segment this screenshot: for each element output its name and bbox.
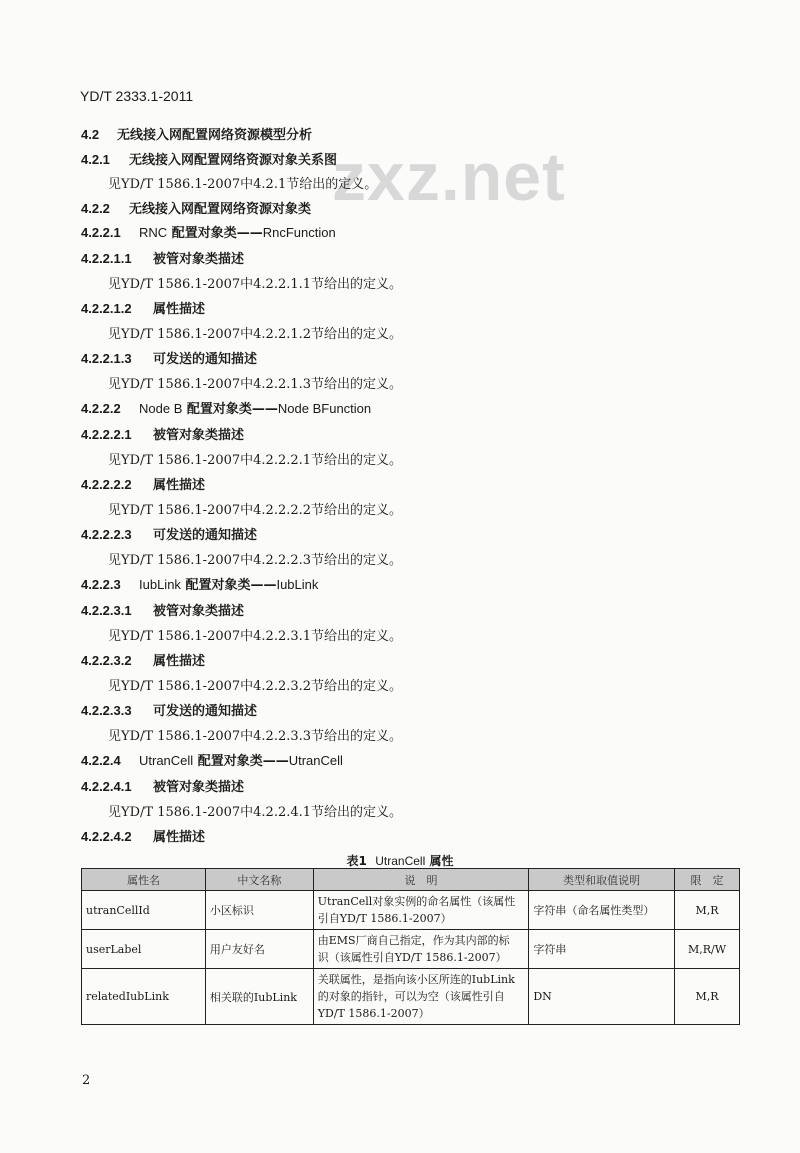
heading-4-2-2-3-2: 4.2.2.3.2 属性描述 (81, 653, 206, 669)
column-header: 类型和取值说明 (529, 869, 675, 891)
heading-4-2-2-3-1: 4.2.2.3.1 被管对象类描述 (81, 603, 245, 619)
table-row (82, 891, 740, 930)
table-row (82, 930, 740, 969)
page-number: 2 (82, 1073, 91, 1088)
column-header: 中文名称 (205, 869, 313, 891)
paragraph: 见YD/T 1586.1-2007中4.2.2.1.1节给出的定义。 (108, 277, 403, 292)
attribute-name-cell: userLabel (82, 930, 206, 969)
heading-4-2: 4.2 无线接入网配置网络资源模型分析 (81, 127, 313, 143)
column-header: 属性名 (82, 869, 206, 891)
utrancell-attribute-table (81, 868, 740, 1025)
attribute-name-cell: utranCellId (82, 891, 206, 930)
paragraph: 见YD/T 1586.1-2007中4.2.2.1.2节给出的定义。 (108, 327, 403, 342)
table-caption: 表1 UtranCell 属性 (346, 854, 454, 868)
description-cell: 关联属性，是指向该小区所连的IubLink 的对象的指针，可以为空（该属性引自 YD/T 1586.1-2007） (313, 969, 529, 1025)
paragraph: 见YD/T 1586.1-2007中4.2.2.2.1节给出的定义。 (108, 453, 403, 468)
qualifier-cell: M,R (675, 969, 740, 1025)
paragraph: 见YD/T 1586.1-2007中4.2.2.2.3节给出的定义。 (108, 553, 403, 568)
heading-4-2-2-1-1: 4.2.2.1.1 被管对象类描述 (81, 251, 245, 267)
paragraph: 见YD/T 1586.1-2007中4.2.2.3.2节给出的定义。 (108, 679, 403, 694)
heading-4-2-2-1-2: 4.2.2.1.2 属性描述 (81, 301, 206, 317)
paragraph: 见YD/T 1586.1-2007中4.2.2.4.1节给出的定义。 (108, 805, 403, 820)
paragraph: 见YD/T 1586.1-2007中4.2.2.3.3节给出的定义。 (108, 729, 403, 744)
heading-4-2-2-2-1: 4.2.2.2.1 被管对象类描述 (81, 427, 245, 443)
type-cell: 字符串 (529, 930, 675, 969)
heading-4-2-2-3-3: 4.2.2.3.3 可发送的通知描述 (81, 703, 258, 719)
standard-number-header: YD/T 2333.1-2011 (80, 88, 194, 104)
heading-4-2-2-4-2: 4.2.2.4.2 属性描述 (81, 829, 206, 845)
chinese-name-cell: 相关联的IubLink (205, 969, 313, 1025)
description-cell: UtranCell对象实例的命名属性（该属性 引自YD/T 1586.1-2007） (313, 891, 529, 930)
watermark: zxz.net (332, 139, 566, 215)
paragraph: 见YD/T 1586.1-2007中4.2.1节给出的定义。 (108, 177, 378, 192)
qualifier-cell: M,R/W (675, 930, 740, 969)
heading-4-2-2-2-3: 4.2.2.2.3 可发送的通知描述 (81, 527, 258, 543)
table-header-row (82, 869, 740, 891)
type-cell: DN (529, 969, 675, 1025)
heading-4-2-2-4: 4.2.2.4 UtranCell 配置对象类——UtranCell (81, 753, 343, 769)
table-row (82, 969, 740, 1025)
paragraph: 见YD/T 1586.1-2007中4.2.2.3.1节给出的定义。 (108, 629, 403, 644)
attribute-name-cell: relatedIubLink (82, 969, 206, 1025)
type-cell: 字符串（命名属性类型） (529, 891, 675, 930)
column-header: 说 明 (313, 869, 529, 891)
chinese-name-cell: 小区标识 (205, 891, 313, 930)
heading-4-2-2-3: 4.2.2.3 IubLink 配置对象类——IubLink (81, 577, 319, 593)
description-cell: 由EMS厂商自己指定，作为其内部的标 识（该属性引自YD/T 1586.1-2007） (313, 930, 529, 969)
heading-4-2-2-2: 4.2.2.2 Node B 配置对象类——Node BFunction (81, 401, 372, 417)
heading-4-2-1: 4.2.1 无线接入网配置网络资源对象关系图 (81, 152, 338, 168)
heading-4-2-2-1-3: 4.2.2.1.3 可发送的通知描述 (81, 351, 258, 367)
column-header: 限 定 (675, 869, 740, 891)
chinese-name-cell: 用户友好名 (205, 930, 313, 969)
paragraph: 见YD/T 1586.1-2007中4.2.2.1.3节给出的定义。 (108, 377, 403, 392)
heading-4-2-2-4-1: 4.2.2.4.1 被管对象类描述 (81, 779, 245, 795)
heading-4-2-2-1: 4.2.2.1 RNC 配置对象类——RncFunction (81, 225, 336, 241)
heading-4-2-2: 4.2.2 无线接入网配置网络资源对象类 (81, 201, 312, 217)
qualifier-cell: M,R (675, 891, 740, 930)
paragraph: 见YD/T 1586.1-2007中4.2.2.2.2节给出的定义。 (108, 503, 403, 518)
heading-4-2-2-2-2: 4.2.2.2.2 属性描述 (81, 477, 206, 493)
